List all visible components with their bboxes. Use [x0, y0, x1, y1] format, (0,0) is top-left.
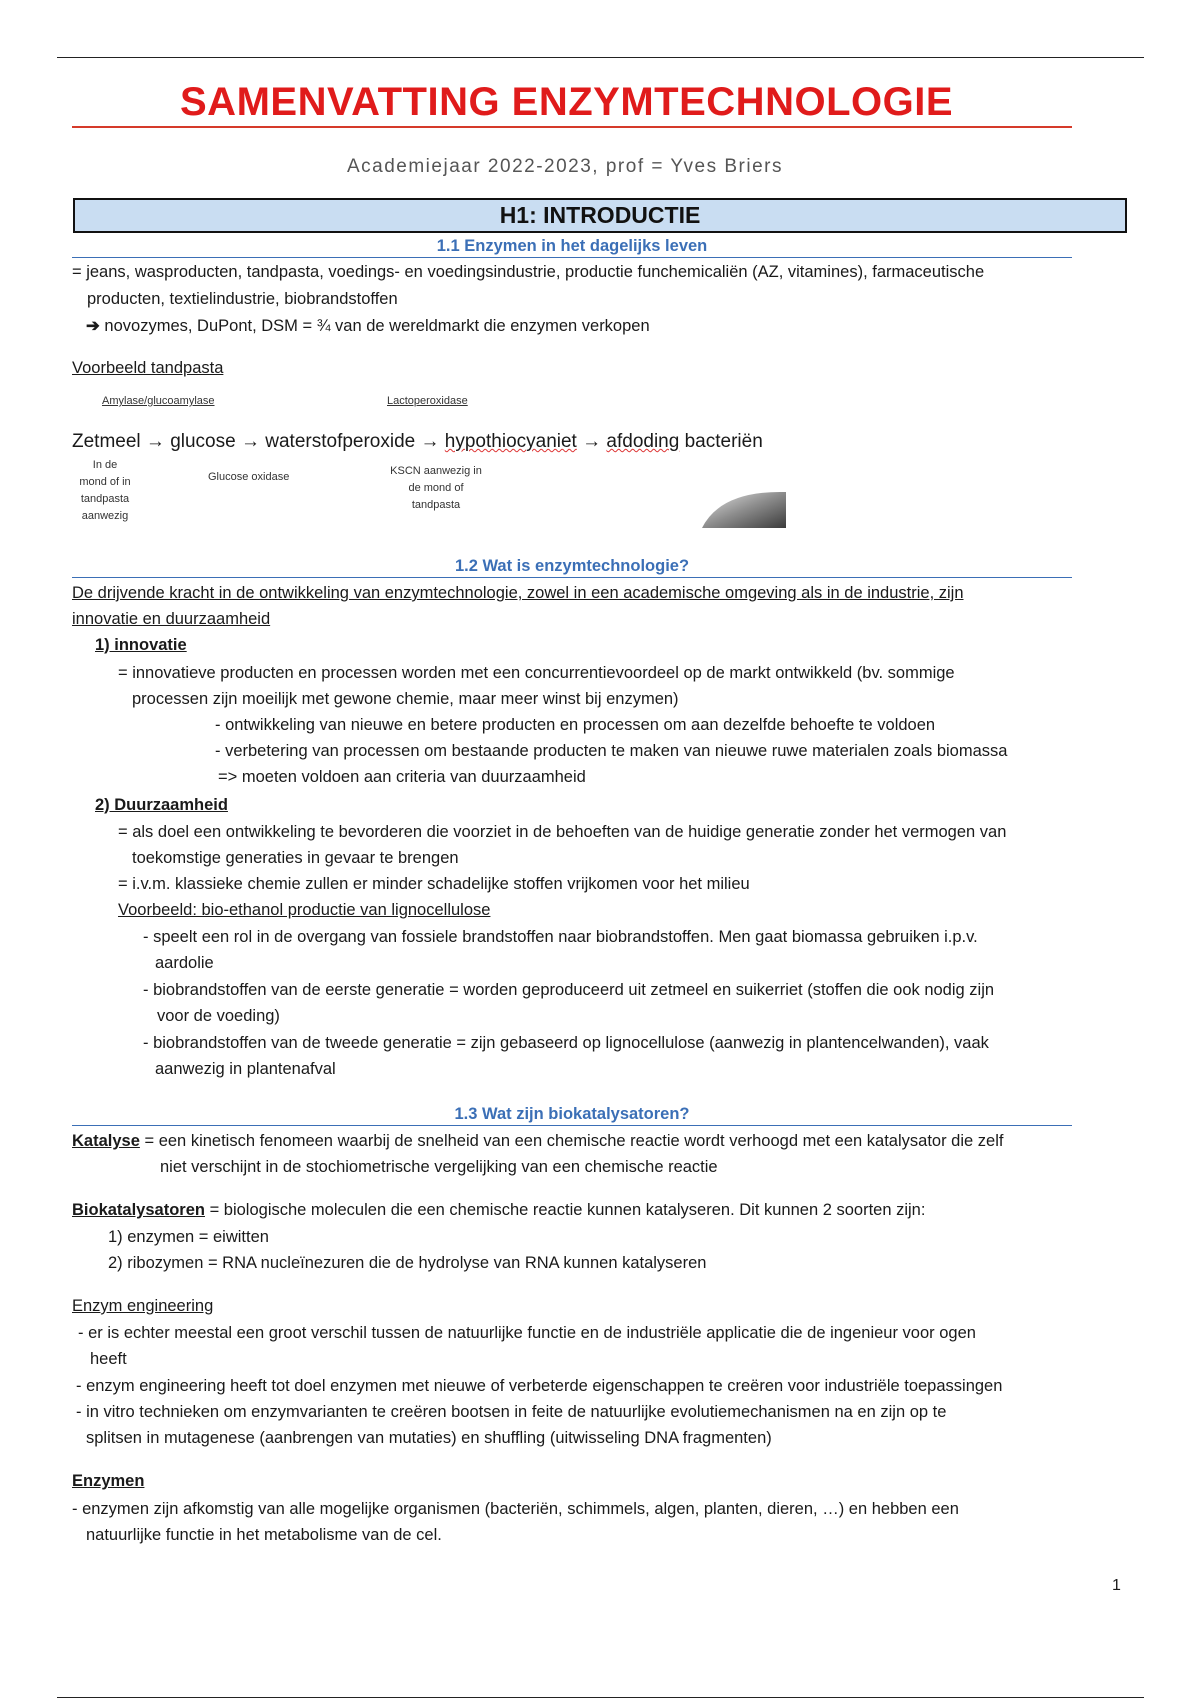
chapter-heading: H1: INTRODUCTIE	[73, 198, 1127, 233]
paragraph-line	[72, 1132, 1003, 1151]
paragraph-line: - biobrandstoffen van de eerste generatie = worden geproduceerd uit zetmeel en suikerriet (stoffen die ook nodig zijn	[143, 981, 995, 999]
section-heading-1-2: 1.2 Wat is enzymtechnologie?	[72, 557, 1072, 578]
top-rule	[57, 57, 1144, 58]
paragraph-line: - enzymen zijn afkomstig van alle mogelijke organismen (bacteriën, schimmels, algen, planten, dieren, …) en hebben een	[72, 1500, 959, 1518]
enzyme-label-amylase: Amylase/glucoamylase	[102, 395, 215, 407]
paragraph-line: - speelt een rol in de overgang van fossiele brandstoffen naar biobrandstoffen. Men gaat biomassa gebruiken i.p.v.	[143, 928, 978, 946]
chain-afdoding: afdoding	[606, 431, 680, 452]
enzyme-label-glucose-oxidase: Glucose oxidase	[208, 471, 290, 483]
paragraph-line: => moeten voldoen aan criteria van duurzaamheid	[218, 768, 586, 786]
chain-arrow-icon: →	[582, 431, 602, 452]
note-line: de mond of	[408, 482, 464, 494]
paragraph-line: = innovatieve producten en processen worden met een concurrentievoordeel op de markt ontwikkeld (bv. sommige	[118, 664, 955, 682]
toothpaste-image	[700, 490, 788, 528]
section-heading-1-1: 1.1 Enzymen in het dagelijks leven	[72, 237, 1072, 258]
subheading-innovatie: 1) innovatie	[95, 636, 187, 654]
example-heading: Voorbeeld: bio-ethanol productie van lignocellulose	[118, 901, 491, 919]
bottom-rule	[57, 1697, 1144, 1698]
arrow-icon: ➔	[86, 317, 100, 335]
example-title: Voorbeeld tandpasta	[72, 359, 224, 377]
paragraph-line: - enzym engineering heeft tot doel enzymen met nieuwe of verbeterde eigenschappen te creëren voor industriële toepassingen	[76, 1377, 1003, 1395]
note-line: mond of in	[79, 476, 131, 488]
note-line: tandpasta	[411, 499, 461, 511]
paragraph-line: natuurlijke functie in het metabolisme van de cel.	[86, 1526, 442, 1544]
katalyse-definition: = een kinetisch fenomeen waarbij de snelheid van een chemische reactie wordt verhoogd met een katalysator die zelf	[144, 1132, 1004, 1150]
chain-arrow-icon: →	[145, 431, 165, 452]
paragraph-line: processen zijn moeilijk met gewone chemie, maar meer winst bij enzymen)	[132, 690, 679, 708]
note-kscn	[380, 463, 492, 514]
subheading-enzymen: Enzymen	[72, 1472, 145, 1490]
paragraph-line: - er is echter meestal een groot verschil tussen de natuurlijke functie en de industriële applicatie die de ingenieur voor ogen	[78, 1324, 976, 1342]
paragraph-line: aanwezig in plantenafval	[155, 1060, 336, 1078]
paragraph-line: De drijvende kracht in de ontwikkeling van enzymtechnologie, zowel in een academische omgeving als in de industrie, zijn	[72, 584, 964, 602]
paragraph-line: toekomstige generaties in gevaar te brengen	[132, 849, 459, 867]
paragraph-line: - in vitro technieken om enzymvarianten te creëren bootsen in feite de natuurlijke evolutiemechanismen na en zijn op te	[76, 1403, 947, 1421]
paragraph-line: producten, textielindustrie, biobrandstoffen	[87, 290, 398, 308]
paragraph-line: = jeans, wasproducten, tandpasta, voedings- en voedingsindustrie, productie funchemicaliën (AZ, vitamines), farmaceutische	[72, 263, 985, 281]
paragraph-line: heeft	[90, 1350, 127, 1368]
paragraph-line: - biobrandstoffen van de tweede generatie = zijn gebaseerd op lignocellulose (aanwezig in plantencelwanden), vaak	[143, 1034, 989, 1052]
chain-hypothiocyaniet: hypothiocyaniet	[444, 431, 577, 452]
chain-waterstofperoxide: waterstofperoxide	[265, 431, 416, 452]
paragraph-line: = als doel een ontwikkeling te bevorderen die voorziet in de behoeften van de huidige generatie zonder het vermogen van	[118, 823, 1007, 841]
chain-arrow-icon: →	[420, 431, 440, 452]
enzyme-label-lactoperoxidase: Lactoperoxidase	[387, 395, 468, 407]
chain-bacterien: bacteriën	[684, 431, 763, 452]
note-mond	[70, 457, 140, 525]
market-text: novozymes, DuPont, DSM = ¾ van de wereldmarkt die enzymen verkopen	[104, 317, 650, 335]
note-line: aanwezig	[81, 510, 129, 522]
paragraph-line: innovatie en duurzaamheid	[72, 610, 271, 628]
note-line: tandpasta	[80, 493, 130, 505]
paragraph-line: - ontwikkeling van nieuwe en betere producten en processen om aan dezelfde behoefte te voldoen	[215, 716, 936, 734]
document-title: SAMENVATTING ENZYMTECHNOLOGIE	[180, 80, 954, 124]
paragraph-line	[86, 316, 650, 336]
term-biokatalysatoren: Biokatalysatoren	[72, 1201, 205, 1219]
paragraph-line: splitsen in mutagenese (aanbrengen van mutaties) en shuffling (uitwisseling DNA fragmenten)	[86, 1429, 772, 1447]
chain-arrow-icon: →	[240, 431, 260, 452]
subheading-duurzaamheid: 2) Duurzaamheid	[95, 796, 228, 814]
note-line: In de	[92, 459, 118, 471]
paragraph-line: voor de voeding)	[157, 1007, 280, 1025]
chain-zetmeel: Zetmeel	[72, 431, 141, 452]
title-underline	[72, 126, 1072, 128]
paragraph-line: aardolie	[155, 954, 214, 972]
term-katalyse: Katalyse	[72, 1132, 140, 1150]
list-item: 1) enzymen = eiwitten	[108, 1228, 269, 1246]
chain-glucose: glucose	[170, 431, 236, 452]
section-heading-1-3: 1.3 Wat zijn biokatalysatoren?	[72, 1105, 1072, 1126]
list-item: 2) ribozymen = RNA nucleïnezuren die de hydrolyse van RNA kunnen katalyseren	[108, 1254, 707, 1272]
document-subtitle: Academiejaar 2022-2023, prof = Yves Briers	[346, 156, 783, 177]
paragraph-line	[72, 1201, 925, 1220]
note-line: KSCN aanwezig in	[390, 465, 482, 477]
biokatalysatoren-definition: = biologische moleculen die een chemische reactie kunnen katalyseren. Dit kunnen 2 soorten zijn:	[209, 1201, 926, 1219]
subheading-enzym-engineering: Enzym engineering	[72, 1297, 214, 1315]
page-number: 1	[1112, 1577, 1121, 1594]
reaction-chain	[72, 431, 763, 453]
paragraph-line: - verbetering van processen om bestaande producten te maken van nieuwe ruwe materialen zoals biomassa	[215, 742, 1008, 760]
paragraph-line: niet verschijnt in de stochiometrische vergelijking van een chemische reactie	[160, 1158, 718, 1176]
paragraph-line: = i.v.m. klassieke chemie zullen er minder schadelijke stoffen vrijkomen voor het milieu	[118, 875, 750, 893]
